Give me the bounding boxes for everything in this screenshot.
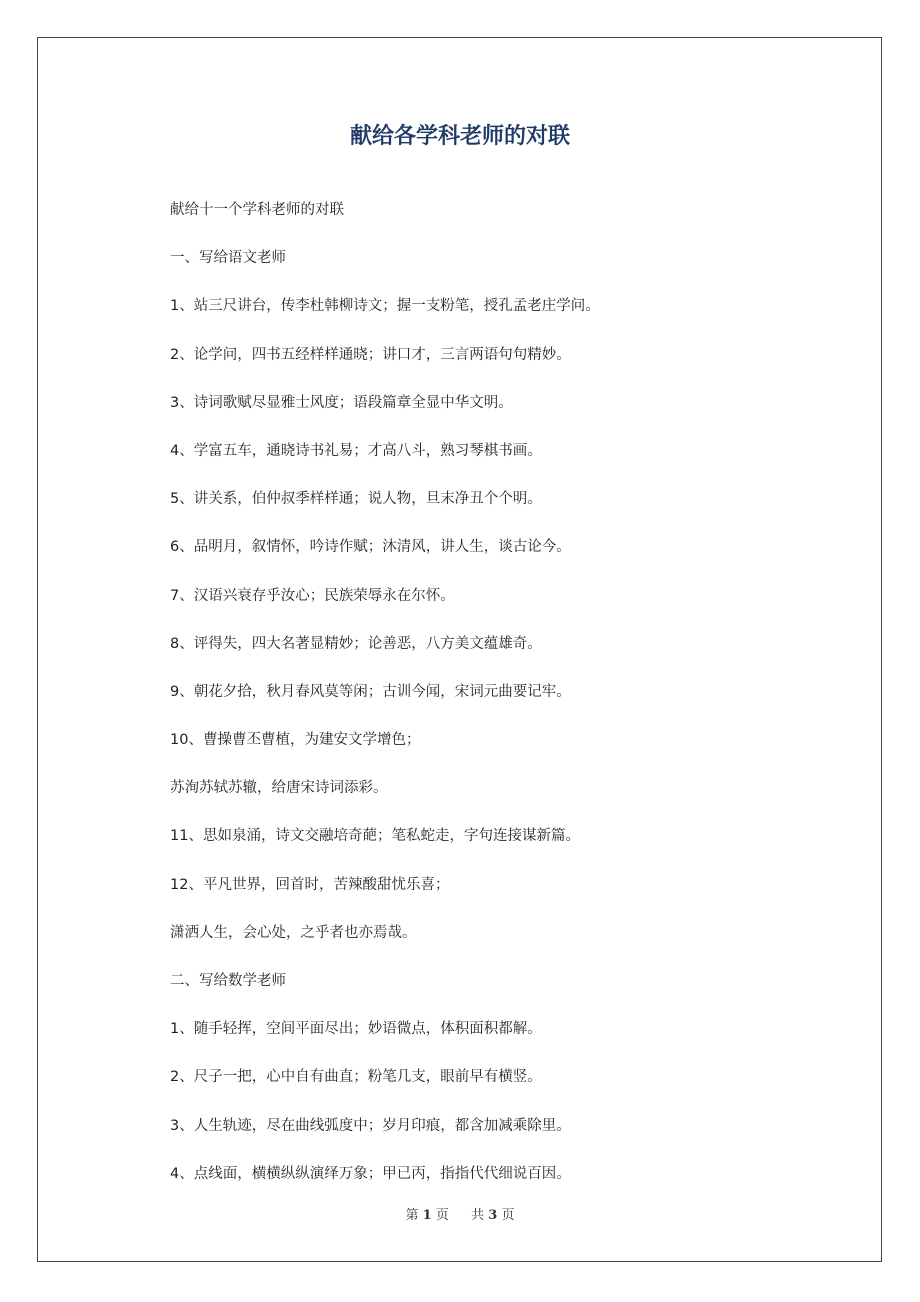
couplet-line: 1、随手轻挥，空间平面尽出；妙语微点，体积面积都解。 [170,1021,542,1038]
footer-page-unit: 页 [435,1208,449,1223]
couplet-line: 4、点线面，横横纵纵演绎万象；甲已丙，指指代代细说百因。 [170,1165,571,1182]
section-heading: 二、写给数学老师 [170,973,286,989]
couplet-line: 5、讲关系，伯仲叔季样样通；说人物，旦末净丑个个明。 [170,491,542,508]
couplet-line: 苏洵苏轼苏辙，给唐宋诗词添彩。 [170,780,388,797]
couplet-line: 11、思如泉涌，诗文交融培奇葩；笔私蛇走，字句连接谋新篇。 [170,828,580,845]
couplet-line: 9、朝花夕拾，秋月春风莫等闲；古训今闻，宋词元曲要记牢。 [170,683,571,700]
footer-page-total: 3 [488,1208,498,1223]
section-heading: 一、写给语文老师 [170,250,286,267]
couplet-line: 7、汉语兴衰存乎汝心；民族荣辱永在尔怀。 [170,587,455,604]
footer-total-prefix: 共 [471,1208,485,1223]
couplet-line: 1、站三尺讲台，传李杜韩柳诗文；握一支粉笔，授孔孟老庄学问。 [170,298,600,315]
footer-page-current: 1 [422,1208,432,1223]
couplet-line: 4、学富五车，通晓诗书礼易；才高八斗，熟习琴棋书画。 [170,442,542,459]
couplet-line: 3、人生轨迹，尽在曲线弧度中；岁月印痕，都含加减乘除里。 [170,1117,571,1134]
footer-total-unit: 页 [501,1208,515,1223]
footer-page-prefix: 第 [405,1208,419,1223]
couplet-line: 2、尺子一把，心中自有曲直；粉笔几支，眼前早有横竖。 [170,1069,542,1086]
document-body [170,197,850,1209]
document-title: 献给各学科老师的对联 [349,124,570,149]
couplet-line: 6、品明月，叙情怀，吟诗作赋；沐清风，讲人生，谈古论今。 [170,539,571,556]
couplet-line: 10、曹操曹丕曹植，为建安文学增色； [170,732,421,749]
couplet-line: 3、诗词歌赋尽显雅士风度；语段篇章全显中华文明。 [170,394,513,411]
couplet-line: 8、评得失，四大名著显精妙；论善恶，八方美文蕴雄奇。 [170,635,542,652]
page-footer [0,1206,920,1226]
couplet-line: 潇洒人生，会心处，之乎者也亦焉哉。 [170,924,417,941]
couplet-line: 12、平凡世界，回首时，苦辣酸甜忧乐喜； [170,876,450,893]
body-line: 献给十一个学科老师的对联 [170,202,344,218]
couplet-line: 2、论学问，四书五经样样通晓；讲口才，三言两语句句精妙。 [170,346,571,363]
